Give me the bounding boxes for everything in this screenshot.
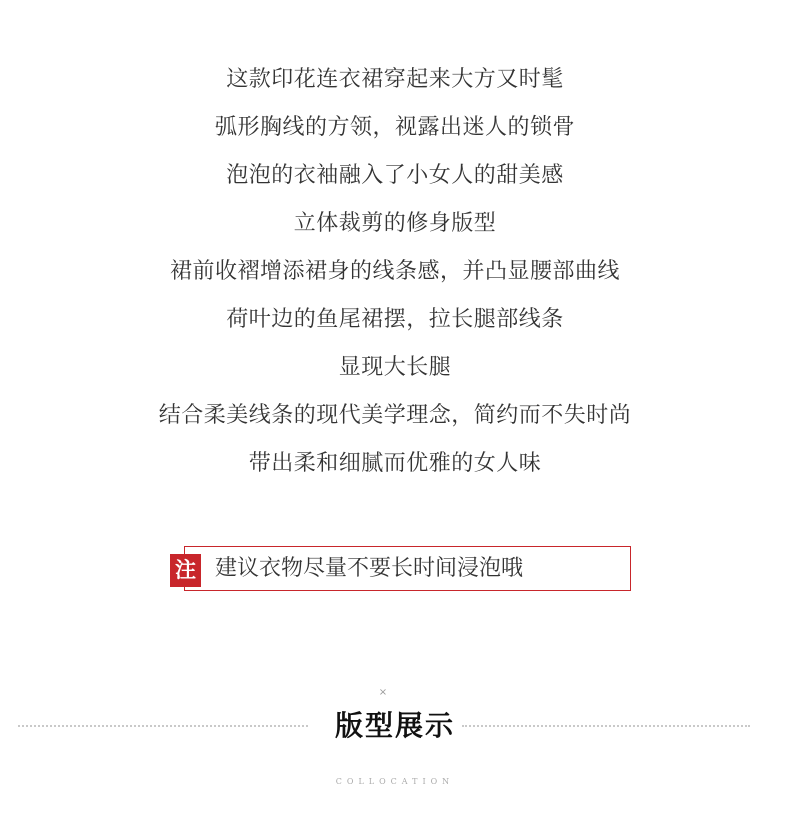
description-line: 结合柔美线条的现代美学理念，简约而不失时尚 (158, 403, 632, 428)
description-line: 这款印花连衣裙穿起来大方又时髦 (226, 67, 564, 92)
cross-icon: × (378, 687, 388, 698)
section-subtitle: COLLOCATION (335, 777, 455, 786)
section-header (0, 680, 790, 800)
description-line: 带出柔和细腻而优雅的女人味 (248, 451, 542, 476)
notice-text: 建议衣物尽量不要长时间浸泡哦 (215, 556, 524, 581)
description-line: 显现大长腿 (338, 355, 452, 380)
description-line: 裙前收褶增添裙身的线条感，并凸显腰部曲线 (169, 259, 620, 284)
description-line: 立体裁剪的修身版型 (293, 211, 497, 236)
product-description (0, 56, 790, 488)
description-line: 荷叶边的鱼尾裙摆，拉长腿部线条 (226, 307, 564, 332)
care-notice (170, 546, 631, 591)
description-line: 弧形胸线的方领，视露出迷人的锁骨 (214, 115, 575, 140)
description-line: 泡泡的衣袖融入了小女人的甜美感 (226, 163, 564, 188)
notice-tag: 注 (170, 554, 201, 587)
section-title: 版型展示 (334, 709, 455, 742)
